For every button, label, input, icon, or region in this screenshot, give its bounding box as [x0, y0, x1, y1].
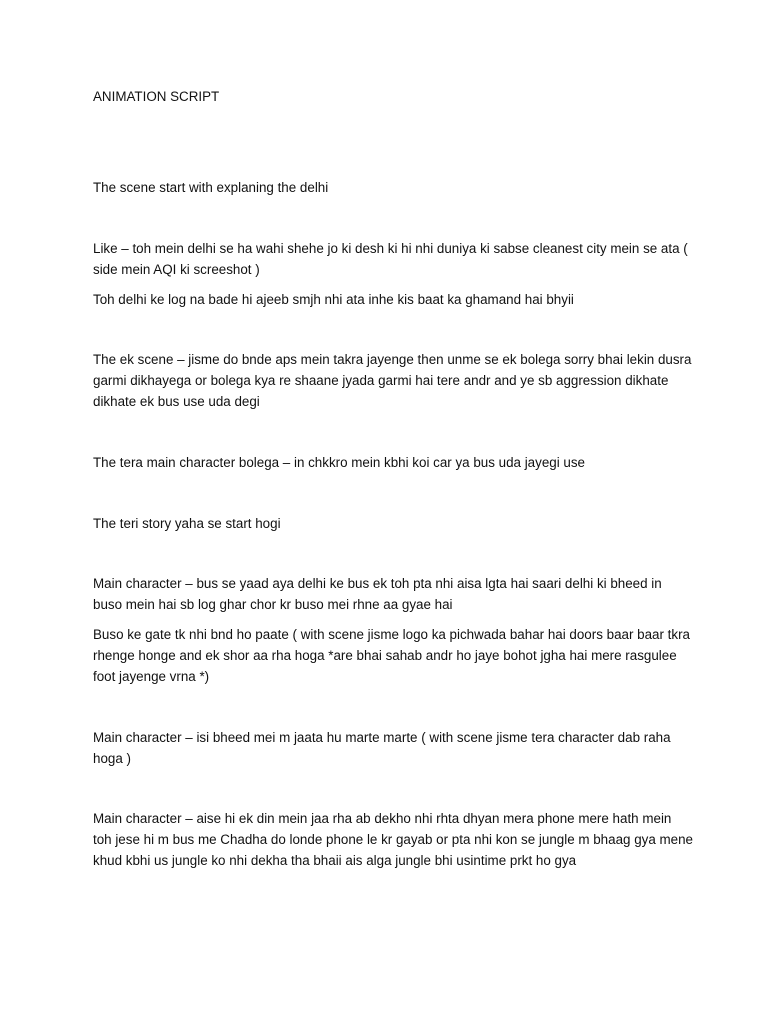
paragraph-story-start: The teri story yaha se start hogi [93, 516, 281, 531]
paragraph-buso-gate: Buso ke gate tk nhi bnd ho paate ( with scene jisme logo ka pichwada bahar hai doors baar baar tkra rhenge honge and ek shor aa rha hoga *are bhai sahab andr ho jaye bohot jgha hai mere rasgulee foot jayenge vrna *) [93, 627, 690, 684]
paragraph-ek-scene: The ek scene – jisme do bnde aps mein takra jayenge then unme se ek bolega sorry bhai lekin dusra garmi dikhayega or bolega kya re shaane jyada garmi hai tere andr and ye sb aggression dikhate dikhate ek bus use uda degi [93, 352, 692, 409]
paragraph-like: Like – toh mein delhi se ha wahi shehe jo ki desh ki hi nhi duniya ki sabse cleanest city mein se ata ( side mein AQI ki screeshot ) [93, 241, 688, 277]
paragraph-scene-start: The scene start with explaning the delhi [93, 180, 329, 195]
paragraph-aise-hi: Main character – aise hi ek din mein jaa rha ab dekho nhi rhta dhyan mera phone mere hath mein toh jese hi m bus me Chadha do londe phone le kr gayab or pta nhi kon se jungle m bhaag gya mene khud kbhi us jungle ko nhi dekha tha bhaii ais alga jungle bhi usintime prkt ho gya [93, 811, 693, 868]
paragraph-bus-yaad: Main character – bus se yaad aya delhi ke bus ek toh pta nhi aisa lgta hai saari delhi ki bheed in buso mein hai sb log ghar chor kr buso mei rhne aa gyae hai [93, 576, 662, 612]
document-title: ANIMATION SCRIPT [93, 89, 220, 104]
paragraph-toh-delhi: Toh delhi ke log na bade hi ajeeb smjh nhi ata inhe kis baat ka ghamand hai bhyii [93, 292, 574, 307]
paragraph-bheed: Main character – isi bheed mei m jaata hu marte marte ( with scene jisme tera character dab raha hoga ) [93, 730, 671, 766]
paragraph-main-character-bolega: The tera main character bolega – in chkkro mein kbhi koi car ya bus uda jayegi use [93, 455, 585, 470]
